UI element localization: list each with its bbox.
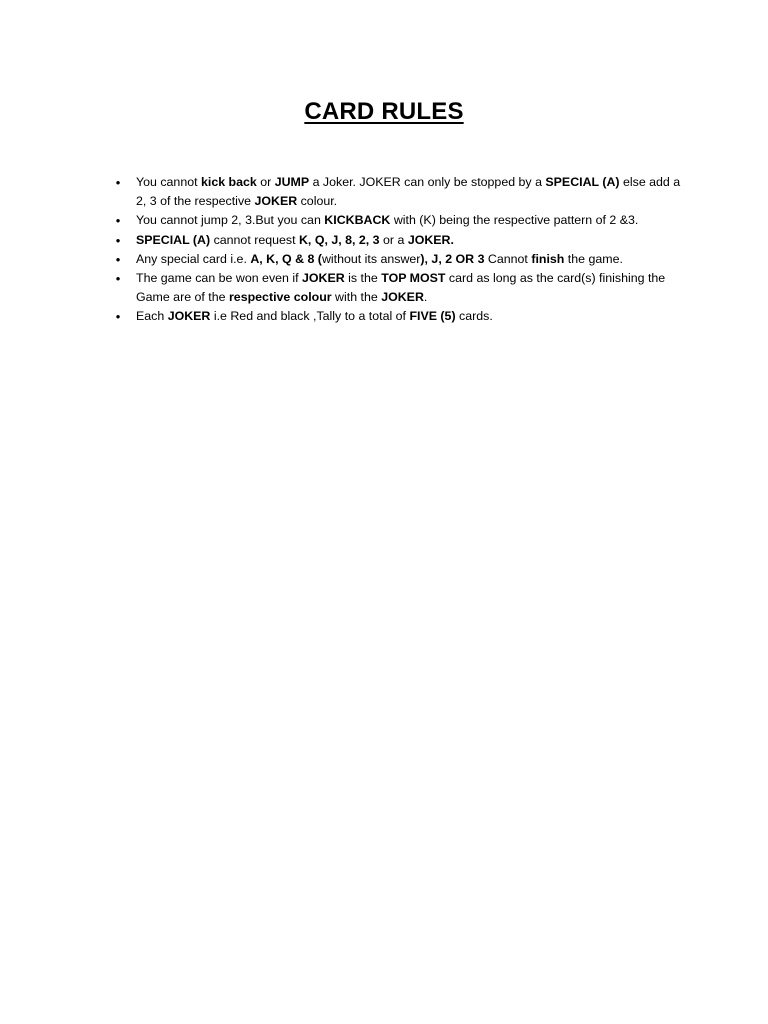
bullet-icon: • xyxy=(115,213,121,229)
bullet-icon: • xyxy=(115,271,121,287)
rule-text xyxy=(136,175,680,208)
rule-emphasis: A, K, Q & 8 ( xyxy=(250,251,322,266)
rule-emphasis: JUMP xyxy=(274,175,310,189)
rule-item xyxy=(115,269,684,307)
rule-segment: You cannot xyxy=(136,175,201,189)
rule-segment: else add a 2, 3 of the respective xyxy=(136,175,681,209)
rule-item xyxy=(115,307,684,326)
rule-segment: i.e Red and black ,Tally to a total of xyxy=(210,309,410,324)
bullet-icon: • xyxy=(115,251,121,267)
rule-emphasis: ), J, 2 OR 3 xyxy=(420,251,485,266)
rule-emphasis: JOKER xyxy=(381,290,424,305)
rule-text xyxy=(136,271,665,304)
bullet-icon: • xyxy=(115,175,121,190)
page-title-text: CARD RULES xyxy=(304,98,464,125)
rule-segment: without its answer xyxy=(321,251,421,266)
rule-segment: is the xyxy=(344,271,382,286)
rule-text xyxy=(136,213,638,227)
rule-segment: cards. xyxy=(455,309,493,324)
rule-emphasis: KICKBACK xyxy=(324,213,391,228)
rule-emphasis: kick back xyxy=(201,175,257,189)
rule-segment: Cannot xyxy=(484,251,532,266)
bullet-icon: • xyxy=(115,309,121,325)
rule-text xyxy=(136,252,623,266)
rule-segment: . xyxy=(423,290,428,305)
rule-text xyxy=(136,233,454,247)
rule-segment: or xyxy=(256,175,275,189)
rules-list xyxy=(115,173,684,327)
rule-item xyxy=(115,231,684,250)
bullet-icon: • xyxy=(115,232,121,248)
rule-segment: colour. xyxy=(297,194,338,209)
rule-segment: Each xyxy=(136,309,168,324)
rule-emphasis: SPECIAL (A) xyxy=(545,175,620,189)
rule-emphasis: respective colour xyxy=(228,290,332,305)
rule-emphasis: JOKER. xyxy=(407,232,454,247)
rule-emphasis: JOKER xyxy=(302,271,345,286)
rule-segment: card as long as the card(s) finishing the Game are of the xyxy=(136,271,666,305)
rule-emphasis: JOKER xyxy=(167,309,211,324)
rule-segment: with the xyxy=(331,290,382,305)
rule-segment: The game can be won even if xyxy=(136,271,302,286)
rule-item xyxy=(115,173,684,211)
rule-emphasis: TOP MOST xyxy=(381,271,446,286)
rule-segment: with (K) being the respective pattern of 2 &3. xyxy=(390,213,639,228)
rule-emphasis: JOKER xyxy=(254,194,298,209)
rule-segment: the game. xyxy=(564,251,623,266)
rule-emphasis: FIVE (5) xyxy=(409,309,456,324)
rule-emphasis: SPECIAL (A) xyxy=(136,232,211,247)
rule-item xyxy=(115,211,684,230)
rule-segment: a Joker. JOKER can only be stopped by a xyxy=(309,175,546,189)
rule-segment: or a xyxy=(379,232,408,247)
page-title xyxy=(0,96,768,128)
rule-emphasis: K, Q, J, 8, 2, 3 xyxy=(298,232,380,247)
rule-segment: You cannot jump 2, 3.But you can xyxy=(136,213,325,228)
rule-segment: Any special card i.e. xyxy=(136,251,251,266)
rule-item xyxy=(115,250,684,269)
rule-segment: cannot request xyxy=(210,232,299,247)
rule-text xyxy=(136,309,493,323)
rule-emphasis: finish xyxy=(531,251,565,266)
